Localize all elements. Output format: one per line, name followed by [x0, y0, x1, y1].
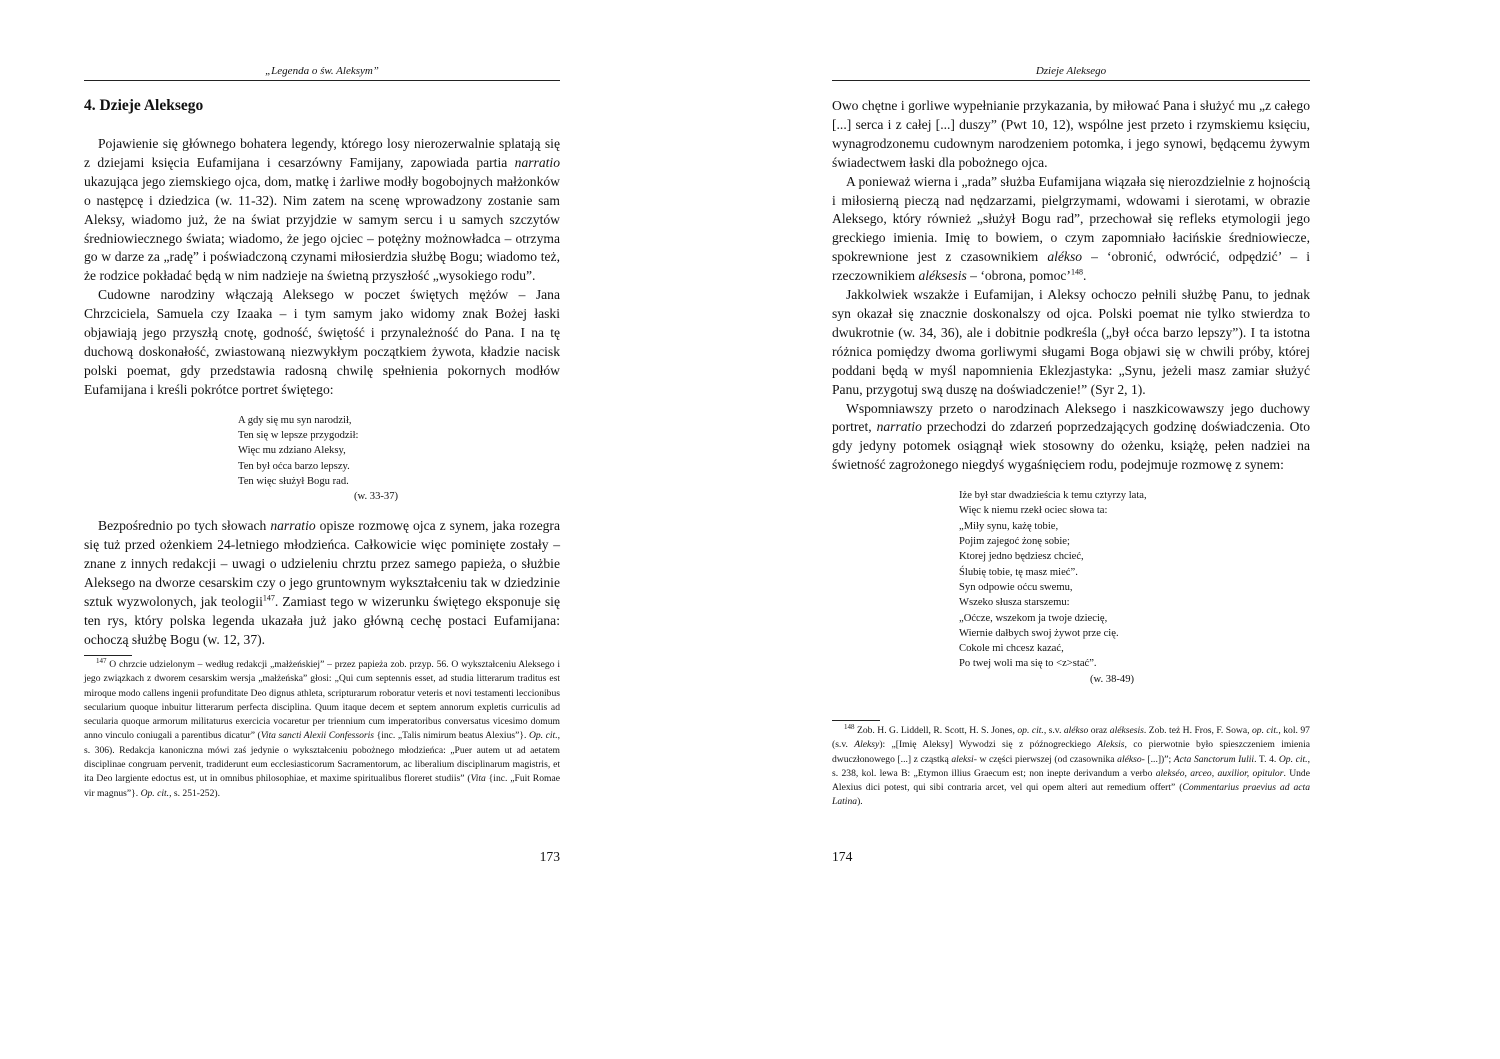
running-head: Dzieje Aleksego — [1035, 65, 1107, 77]
italic-term: Op. cit. — [528, 730, 558, 742]
text-run: , s. 238, kol. lewa B: „Etymon illius Graecum est; non inepte derivandum a verbo — [832, 753, 1310, 779]
text-run: – ‘obronić, odwrócić, odpędzić’ – i rzeczownikiem — [832, 249, 1310, 284]
paragraph — [832, 97, 1310, 173]
text-run: – ‘obrona, pomoc’ — [966, 268, 1071, 284]
verse-quote — [84, 413, 560, 505]
italic-term: Aleksy — [854, 739, 880, 751]
paragraph — [84, 517, 560, 649]
verse-line: Ktorej jedno będziesz chcieć, — [959, 551, 1084, 563]
text-run: ). — [857, 796, 863, 808]
text-run: , s.v. — [1043, 725, 1064, 736]
text-run: , s. 251-252). — [169, 787, 220, 799]
italic-term: alékso — [1063, 725, 1089, 736]
verse-line: Wszeko słusza starszemu: — [959, 597, 1070, 609]
text-run: ): „[Imię Aleksy] Wywodzi się z późnogreckiego — [879, 739, 1098, 751]
verse-line: „Miły synu, każę tobie, — [959, 520, 1059, 532]
verse-line: Ten był oćca barzo lepszy. — [238, 460, 350, 472]
footnote-rule — [84, 655, 132, 656]
italic-term: aléksesis — [918, 268, 967, 284]
footnote-148 — [832, 724, 1310, 810]
verse-line: Ten więc służył Bogu rad. — [238, 475, 349, 487]
paragraph — [832, 173, 1310, 286]
italic-term: aleksi- — [951, 753, 977, 765]
verse-line: Więc k niemu rzekł ociec słowa ta: — [959, 505, 1108, 517]
italic-term: aléksesis — [1109, 725, 1144, 736]
text-run: . Unde Alexius dici potest, qui sibi contraria arcet, vel qui opem alteri aut remedium offert” ( — [832, 767, 1310, 794]
text-run: Pojawienie się głównego bohatera legendy, którego losy nierozerwalnie splatają się z dziejami księcia Eufamijana i cesarzówny Famijany, zapowiada partia — [84, 136, 560, 170]
verse-reference: (w. 38-49) — [1090, 673, 1135, 685]
header-rule — [832, 80, 1310, 81]
footnote-marker: 147 — [262, 593, 275, 603]
verse-reference: (w. 33-37) — [354, 491, 399, 503]
italic-term: Commentarius praevius ad acta Latina — [832, 782, 1310, 808]
verse-quote — [832, 488, 1310, 687]
italic-term: op. cit. — [1251, 725, 1279, 736]
footnote-marker: 148 — [844, 722, 855, 731]
header-rule — [84, 80, 560, 81]
italic-term: op. cit. — [1017, 725, 1044, 736]
italic-term: alékso- — [1117, 753, 1145, 765]
text-run: Cudowne narodziny włączają Aleksego w poczet świętych mężów – Jana Chrzciciela, Samuela czy Izaaka – i tym samym jako widomy znak Bożej łaski objawiają jego przyszłą cnotę, godność, świętość i przynależność do Pana. I na tę duchową doskonałość, zwiastowaną niezwykłym początkiem żywota, kładzie nacisk polski poemat, gdy przedstawia radosną chwilę spełnienia pokornych modłów Eufamijana i kreśli pokrótce portret świętego: — [84, 287, 560, 397]
text-run: Zob. H. G. Liddell, R. Scott, H. S. Jones, — [854, 725, 1018, 736]
verse-line: Syn odpowie oćcu swemu, — [959, 581, 1073, 593]
heading-spacer — [84, 116, 560, 135]
italic-term: alékso — [1047, 249, 1083, 265]
verse-line: Ślubię tobie, tę masz mieć”. — [959, 566, 1078, 578]
right-page — [832, 0, 1310, 1059]
italic-term: narratio — [270, 518, 316, 534]
text-run: w części pierwszej (od czasownika — [976, 753, 1118, 765]
verse-line: Pojim zajegoć żonę sobie; — [959, 536, 1070, 548]
text-run: opisze rozmowę ojca z synem, jaka rozegra się tuż przed ożenkiem 24-letniego młodzieńca. Całkowicie więc pominięte zostały – znane z innych redakcji – uwagi o udzieleniu chrztu przez samego papieża, o służbie Aleksego na dworze cesarskim czy o jego gruntownym wykształceniu tak w dziedzinie sztuk wyzwolonych, jak teologii — [84, 518, 560, 610]
page-number: 173 — [539, 849, 560, 864]
text-run: . T. 4. — [1254, 753, 1279, 765]
verse-line: Więc mu zdziano Aleksy, — [238, 445, 346, 457]
running-head: „Legenda o św. Aleksym” — [265, 65, 379, 77]
text-run: Bezpośrednio po tych słowach — [98, 518, 271, 534]
text-run: {inc. „Talis nimirum beatus Alexius”}. — [374, 730, 529, 742]
text-run: Owo chętne i gorliwe wypełnianie przykazania, by miłować Pana i służyć mu „z całego [...] serca i z całej [...] duszy” (Pwt 10, 12), wspólne jest przeto i rzymskiemu księciu, wynagrodzonemu cudownym narodzeniem potomka, i jego synowi, będącemu żywym świadectwem łaski dla pobożnego ojca. — [832, 98, 1310, 170]
page-number: 174 — [832, 849, 853, 864]
italic-term: Aleksis — [1097, 739, 1125, 751]
footnote-rule — [832, 720, 880, 721]
italic-term: Vita — [470, 773, 486, 785]
italic-term: Op. cit. — [1278, 753, 1308, 765]
italic-term: narratio — [514, 154, 560, 170]
italic-term: Acta Sanctorum Iulii — [1173, 753, 1255, 765]
text-run: . Zob. też H. Fros, F. Sowa, — [1143, 725, 1252, 736]
right-page-body — [832, 97, 1310, 700]
verse-line: Po twej woli ma się to <z>stać”. — [959, 658, 1097, 670]
text-run: O chrzcie udzielonym – według redakcji „małżeńskiej” – przez papieża zob. przyp. 56. O wykształceniu Aleksego i jego związkach z dworem cesarskim wersja „małżeńska” głosi: „Qui cum septennis esset, ad studia litterarum traditus est miroque modo callens ingenii profunditate Deo dignus athleta, scripturarum roboratur veteris et novi testamenti leccionibus secularium quoque inbuitur litterarum perfecta disciplina. Quum itaque decem et septem annorum expletis curriculis ad secularia quoque armorum militaturus exercicia vocaretur per triennium cum imperatoribus conversatus vicesimo domum anno vinculo coniugali a parentibus dicatur” ( — [84, 659, 560, 742]
verse-line: A gdy się mu syn narodził, — [238, 414, 352, 426]
paragraph — [832, 400, 1310, 476]
italic-term: alekséo, arceo, auxilior, opitulor — [1155, 767, 1284, 779]
footnote-marker: 147 — [96, 656, 107, 665]
italic-term: narratio — [876, 419, 922, 435]
verse-line: Wiernie dałbych swoj żywot prze cię. — [959, 627, 1119, 639]
text-run: przechodzi do zdarzeń poprzedzających godzinę doświadczenia. Oto gdy jedyny potomek osiągnął wiek stosowny do ożenku, książę, pełen nadziei na świetność zagrożonego niegdyś wygaśnięciem rodu, podejmuje rozmowę z synem: — [832, 419, 1310, 473]
italic-term: Vita sancti Alexii Confessoris — [260, 730, 375, 742]
section-heading: 4. Dzieje Aleksego — [84, 97, 204, 114]
text-run: Wspomniawszy przeto o narodzinach Aleksego i naszkicowawszy jego duchowy portret, — [832, 400, 1310, 435]
text-run: A ponieważ wierna i „rada” służba Eufamijana wiązała się nierozdzielnie z hojnością i miłosierną pieczą nad nędzarzami, pielgrzymami, wdowami i sierotami, w obrazie Aleksego, który również „służył Bogu rad”, przechował się refleks etymologii jego greckiego imienia. Imię to bowiem, o czym zapomniało łacińskie średniowiecze, spokrewnione jest z czasownikiem — [832, 173, 1310, 265]
left-page-body — [84, 96, 560, 650]
footnote-text — [832, 724, 1310, 810]
text-run: . Zamiast tego w wizerunku świętego eksponuje się ten rys, który polska legenda ukazała już jako główną cechę postaci Eufamijana: ochoczą służbę Bogu (w. 12, 37). — [84, 594, 560, 647]
paragraph — [832, 286, 1310, 399]
text-run: ukazująca jego ziemskiego ojca, dom, matkę i żarliwe modły bogobojnych małżonków o następcę i dziedzica (w. 11-32). Nim zatem na scenę wprowadzony zostanie sam Aleksy, wiadomo już, że na świat przyjdzie w samym sercu i u samych szczytów średniowiecznego świata; wiadomo, że jego ojciec – potężny możnowładca – otrzyma go w darze za „radę” i poświadczoną czynami miłosierdzia służbę Bogu; wiadomo też, że rodzice pokładać będą w nim nadzieje na świetną przyszłość „wysokiego rodu”. — [84, 173, 560, 284]
left-page — [84, 0, 560, 1059]
footnote-text — [84, 658, 560, 801]
text-run: , kol. 97 (s.v. — [832, 725, 1310, 751]
footnote-147 — [84, 658, 560, 801]
paragraph — [84, 135, 560, 286]
verse-line: Ten się w lepsze przygodził: — [238, 429, 359, 441]
text-run: , s. 306). Redakcja kanoniczna mówi zaś jedynie o wykształceniu pobożnego młodzieńca: „Puer autem ut ad aetatem disciplinae congruam pervenit, tradiderunt eum ecclesiasticorum Sacramentorum, ac liberalium disciplinarum magistris, et ita Deo largiente edoctus est, ut in omnibus philosophiae, et maxime spiritualibus floreret studiis” ( — [84, 730, 560, 785]
verse-line: Iże był star dwadzieścia k temu cztyrzy lata, — [959, 490, 1147, 502]
text-run: . — [1082, 268, 1087, 284]
text-run: , co pierwotnie było spieszczeniem imienia dwuczłonowego [...] z cząstką — [832, 739, 1310, 765]
verse-line: Cokole mi chcesz kazać, — [959, 643, 1064, 655]
italic-term: Op. cit. — [140, 787, 170, 799]
text-run: Jakkolwiek wszakże i Eufamijan, i Aleksy ochoczo pełnili służbę Panu, to jednak syn okazał się znacznie doskonalszy od ojca. Polski poemat nie tylko stwierdza to dwukrotnie (w. 34, 36), ale i dobitnie podkreśla („był oćca barzo lepszy”). I ta istotna różnica pomiędzy dwoma gorliwymi sługami Boga objawi się w chwili próby, której poddani będą w myśl napomnienia Eklezjastyka: „Synu, jeżeli masz zamiar służyć Panu, przygotuj swą duszę na doświadczenie!” (Syr 2, 1). — [832, 287, 1310, 397]
text-run: [...])”; — [1144, 753, 1174, 765]
verse-line: „Oćcze, wszekom ja twoje dziecię, — [959, 612, 1108, 624]
paragraph — [84, 286, 560, 399]
text-run: oraz — [1088, 725, 1110, 736]
footnote-marker: 148 — [1070, 267, 1083, 277]
text-run: {inc. „Fuit Romae vir magnus”}. — [84, 773, 560, 799]
